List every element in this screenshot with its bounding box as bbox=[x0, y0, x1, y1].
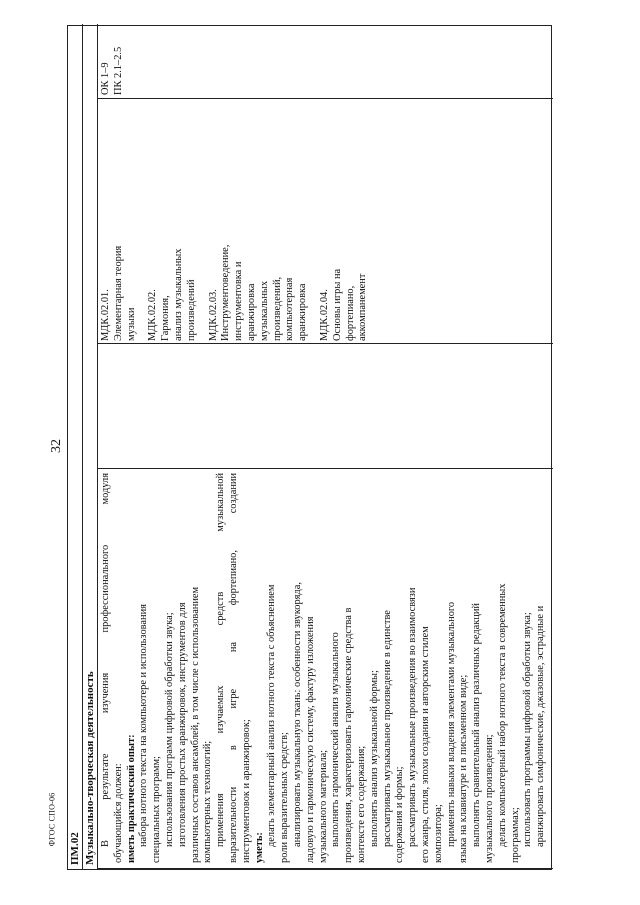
description-line: иметь практический опыт: bbox=[125, 734, 137, 863]
description-line: программах; bbox=[509, 807, 521, 863]
description-line: инструментовок и аранжировок; bbox=[240, 719, 252, 863]
mdk-line: МДК.02.01. bbox=[100, 289, 111, 341]
mdk-line: инструментовка и bbox=[233, 261, 245, 341]
description-line: роли выразительных средств; bbox=[279, 732, 291, 863]
mdk-line: Основы игры на bbox=[331, 268, 343, 341]
footer-label: ФГОС СПО-06 bbox=[47, 792, 57, 847]
description-line: обучающийся должен: bbox=[112, 763, 124, 863]
mdk-line: музыки bbox=[125, 307, 137, 341]
description-line: изготовления простых аранжировок, инструментов для bbox=[176, 602, 188, 847]
page-number: 32 bbox=[49, 439, 64, 453]
module-table bbox=[67, 25, 552, 870]
module-code: ПМ.02 bbox=[69, 832, 81, 865]
description-line: применять навыки владения элементами музыкального bbox=[445, 601, 457, 847]
mdk-line: произведений bbox=[185, 279, 197, 341]
mdk-line: анализ музыкальных bbox=[172, 248, 184, 341]
mdk-line: фортепиано, bbox=[344, 285, 356, 341]
column-divider bbox=[97, 868, 553, 869]
description-line: ладовую и гармоническую систему, фактуру изложения bbox=[304, 616, 316, 863]
description-line: его жанра, стиля, эпохи создания и авторским стилем bbox=[419, 626, 431, 863]
description-line: рассматривать музыкальные произведения во взаимосвязи bbox=[407, 587, 419, 847]
description-line: выполнять гармонический анализ музыкального bbox=[330, 632, 342, 847]
description-line: различных составов ансамблей, в том числе с использованием bbox=[189, 586, 201, 863]
description-line: использования программ цифровой обработки звука; bbox=[163, 612, 175, 847]
description-line: выразительности в игре на фортепиано, создании bbox=[227, 473, 239, 863]
description-line: набора нотного текста на компьютере и использования bbox=[138, 604, 150, 847]
column-divider bbox=[97, 343, 553, 344]
competency-code: ОК 1–9 bbox=[100, 62, 111, 95]
description-line: аранжировать симфонические, джазовые, эстрадные и bbox=[535, 605, 547, 847]
mdk-item bbox=[100, 103, 138, 341]
mdk-line: Элементарная теория bbox=[112, 245, 124, 341]
description-line: композитора; bbox=[432, 804, 444, 863]
description-line: специальных программ; bbox=[151, 756, 163, 863]
description-line: В результате изучения профессионального модуля bbox=[100, 473, 111, 847]
competencies-column bbox=[100, 27, 126, 95]
mdk-line: компьютерная bbox=[284, 277, 296, 341]
mdk-line: МДК.02.03. bbox=[207, 289, 219, 341]
mdk-line: МДК.02.04. bbox=[318, 289, 330, 341]
description-line: выполнять анализ музыкальной формы; bbox=[368, 670, 380, 847]
mdk-item bbox=[208, 103, 310, 341]
description-line: применения изучаемых средств музыкальной bbox=[215, 473, 227, 847]
mdk-line: Гармония, bbox=[160, 295, 172, 341]
description-line: произведения, характеризовать гармонические средства в bbox=[343, 607, 355, 863]
mdk-item bbox=[319, 103, 370, 341]
mdk-line: музыкальных bbox=[258, 280, 270, 341]
mdk-line: произведений, bbox=[271, 276, 283, 341]
description-line: выполнять сравнительный анализ различных редакций bbox=[471, 603, 483, 847]
mdk-line: МДК.02.02. bbox=[147, 289, 159, 341]
rotated-page bbox=[67, 25, 552, 870]
description-line: компьютерных технологий; bbox=[202, 740, 214, 863]
description-line: рассматривать музыкальное произведение в единстве bbox=[381, 610, 393, 847]
description-line: анализировать музыкальную ткань: особенности звукоряда, bbox=[291, 582, 303, 847]
mdk-line: аранжировка bbox=[245, 283, 257, 341]
competency-code: ПК 2.1–2.5 bbox=[112, 46, 124, 95]
description-line: языка на клавиатуре и в письменном виде; bbox=[458, 674, 470, 863]
description-line: уметь: bbox=[253, 832, 265, 863]
column-divider bbox=[97, 98, 553, 99]
description-line: использовать программы цифровой обработки звука; bbox=[522, 612, 534, 847]
description-line: музыкального материала; bbox=[317, 749, 329, 863]
mdk-column bbox=[100, 103, 379, 341]
description-line: содержания и формы; bbox=[394, 766, 406, 863]
description-line: делать компьютерный набор нотного текста в современных bbox=[496, 583, 508, 847]
mdk-item bbox=[147, 103, 198, 341]
description-line: делать элементарный анализ нотного текста с объяснением bbox=[266, 584, 278, 847]
module-description bbox=[100, 473, 548, 863]
description-line: музыкального произведения; bbox=[483, 734, 495, 863]
description-line: контексте его содержания; bbox=[355, 745, 367, 863]
module-title: Музыкально-творческая деятельность bbox=[84, 671, 96, 865]
mdk-line: аккомпанемент bbox=[357, 273, 369, 341]
column-divider bbox=[97, 468, 553, 469]
row-divider bbox=[97, 24, 98, 869]
mdk-line: аранжировка bbox=[297, 283, 309, 341]
mdk-line: Инструментоведение, bbox=[220, 244, 232, 341]
